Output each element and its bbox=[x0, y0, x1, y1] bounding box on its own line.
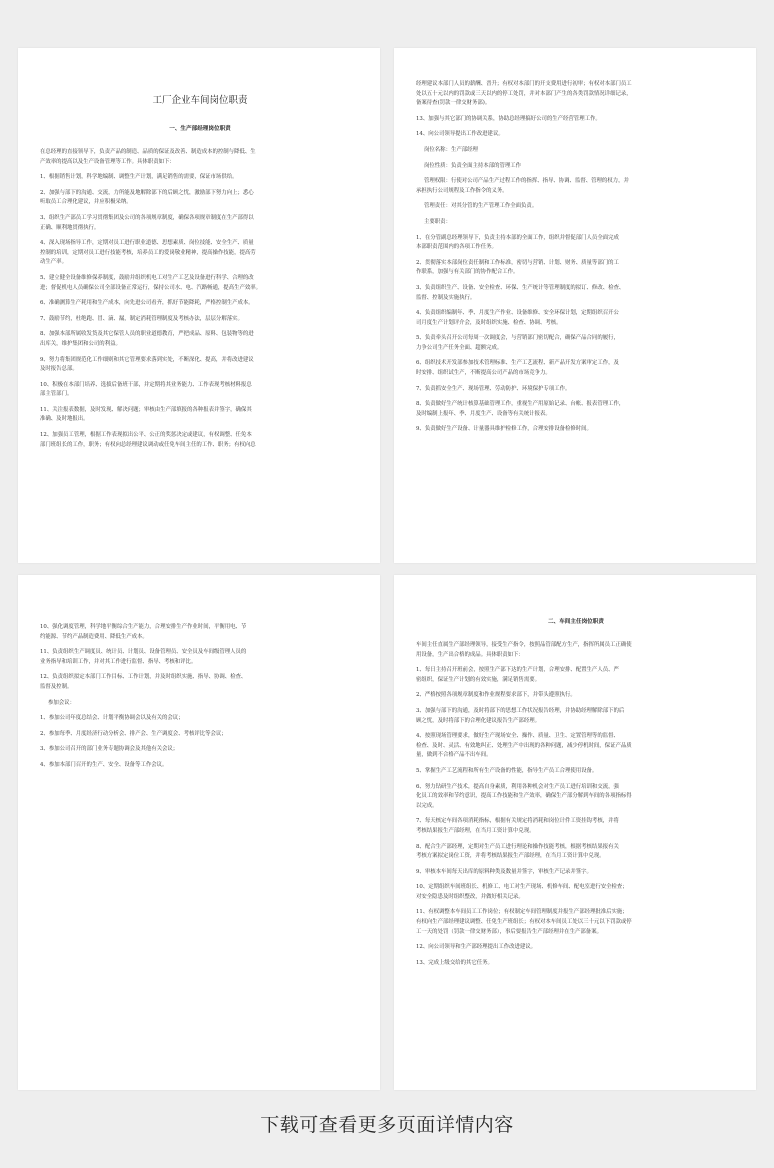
text-line: 3、参加公司召开的部门业务专题协调会及其他有关会议； bbox=[40, 746, 179, 753]
document-page-2 bbox=[394, 48, 756, 563]
text-line: 1、参加公司年度总结会、计划平衡协调会以及有关的会议； bbox=[40, 715, 184, 722]
text-line: 承担执行公司规程及工作指令的义务。 bbox=[416, 187, 508, 194]
text-line: 8、配合生产部经理，定期对生产员工进行理论和操作技能考核，根据考核结果报有关 bbox=[416, 843, 619, 850]
text-line: 量，做到不合格产品不出车间。 bbox=[416, 752, 492, 759]
text-line: 4、参加本部门召开的生产、安全、设备等工作会议。 bbox=[40, 761, 168, 768]
text-line: 14、向公司领导提出工作改进建议。 bbox=[416, 131, 504, 138]
text-line: 9、努力将集团规范化工作细则和其它管理要求落到实处，不断深化、提高，并将改进建议 bbox=[40, 356, 254, 363]
text-line: 听取员工合理化建议，并应积极采纳。 bbox=[40, 199, 132, 206]
text-line: 11、关注报表数据，及时发现、解决问题；审核由生产部填报的各种报表并签字，确保其 bbox=[40, 406, 252, 413]
text-line: 2、加强与部下的沟通、交流，力所能及地解除部下的后顾之忧，激励部下努力向上；悉心 bbox=[40, 189, 254, 196]
text-line: 部门班组长的工作，职务；有权向总经理建议调动或任免车间主任的工作、职务；有权向总 bbox=[40, 441, 256, 448]
text-line: 约能源、节约产品制造费用、降低生产成本。 bbox=[40, 633, 148, 640]
text-line: 密组织，保证生产计划的有效实施，满足销售需要。 bbox=[416, 676, 540, 683]
text-line: 7、负责抓安全生产、现场管理、劳动防护、环境保护专项工作。 bbox=[416, 385, 571, 392]
text-line: 6、准确测算生产耗用和生产成本，向先进公司看齐，抓好节能降耗，严格控制生产成本。 bbox=[40, 300, 254, 307]
text-line: 出库关，维护集团和公司的利益。 bbox=[40, 340, 121, 347]
text-line: 5、掌握生产工艺流程和所有生产设备的性能，指导生产员工合理使用设备。 bbox=[416, 767, 598, 774]
text-line: 部主管部门。 bbox=[40, 391, 73, 398]
text-line: 管理责任：对其分管的生产管理工作全面负责。 bbox=[424, 203, 538, 210]
text-line: 及时报告总部。 bbox=[40, 366, 78, 373]
text-line: 10、积极在本部门培养、选拔后备班干部，并定期将其业务能力、工作表现考核材料报总 bbox=[40, 381, 252, 388]
text-line: 2、贯彻落实本部岗位责任制和工作标准，密切与营销、计划、财务、质量等部门的工 bbox=[416, 259, 619, 266]
text-line: 3、组织生产部员工学习贯彻集团及公司的各项规章制度，确保各项规章制度在生产部得以 bbox=[40, 214, 254, 221]
text-line: 2、严格按照各项规章制度和作业规程要求部下，并带头遵照执行。 bbox=[416, 692, 576, 699]
text-line: 3、加强与部下的沟通，及时将部下的思想工作状况报告经理，并协助经理解除部下的后 bbox=[416, 707, 625, 714]
text-line: 经理建议本部门人员的薪酬、晋升；有权对本部门的开支费用进行初审；有权对本部门员工 bbox=[416, 81, 632, 87]
text-line: 12、负责组织拟定本部门工作目标、工作计划，并及时组织实施、指导、协调、检查、 bbox=[40, 674, 247, 681]
text-line: 进；督促机电人员确保公司全部设备正常运行，保持公司水、电、汽路畅通，提高生产效率。 bbox=[40, 284, 262, 291]
text-line: 控制的培训，定期对员工进行技能考核，培养员工的爱岗敬业精神，提高操作技能，提高劳 bbox=[40, 249, 256, 256]
text-line: 管理权限：行使对公司产品生产过程工作的指挥、指导、协调、监督、管理的权力，并 bbox=[424, 178, 629, 185]
text-line: 6、努力钻研生产技术，提高自身素质，利用各种机会对生产员工进行培训和交流，强 bbox=[416, 783, 619, 790]
text-line: 有权向生产部经理建议调整、任免生产班组长；有权对本车间员工处以三十元以下罚款或停 bbox=[416, 919, 632, 926]
text-line: 9、审核本车间每天出库的原料种类及数量并签字，审核生产记录并签字。 bbox=[416, 868, 592, 875]
text-line: 10、定期组织车间班组长、机修工、电工对生产现场、机修车间、配电室进行安全检查； bbox=[416, 884, 628, 891]
text-line: 考核结果报生产部经理，在当月工资计算中兑现。 bbox=[416, 827, 535, 834]
page-body bbox=[40, 623, 360, 771]
text-line: 主要职责： bbox=[424, 218, 451, 225]
page-body bbox=[40, 148, 360, 450]
text-line: 8、加强本部所属收发货及其它保管人员的职业道德教育，严把成品、原料、包装物等的进 bbox=[40, 331, 254, 338]
text-line: 11、有权调整本车间员工工作岗位；有权制定车间管理制度并报生产部经理批准后实施； bbox=[416, 909, 628, 916]
document-title: 工厂企业车间岗位职责 bbox=[152, 95, 248, 106]
section-heading: 二、车间主任岗位职责 bbox=[548, 619, 604, 625]
text-line: 10、强化调度管理，科学地平衡综合生产能力，合理安排生产作业时间，平衡用电、节 bbox=[40, 624, 247, 630]
text-line: 4、负责组织编制年、季、月度生产作业、设备维修、安全环保计划，定期组织召开公 bbox=[416, 310, 619, 317]
text-line: 处以五十元以内的罚款或三天以内的停工处罚，并对本部门产生的各类罚款情况详细记录， bbox=[416, 90, 632, 97]
text-line: 11、负责组织生产调度员、统计员、计划员、设备管理员、安全员及车间级管理人员的 bbox=[40, 649, 247, 656]
text-line: 及时编制上报年、季、月度生产、设备等有关统计报表。 bbox=[416, 410, 551, 417]
text-line: 考核方案拟定岗位工资，并将考核结果报生产部经理，在当月工资计算中兑现。 bbox=[416, 853, 605, 860]
text-line: 司月度生产计划评介会，及时组织实施、检查、协调、考核。 bbox=[416, 319, 562, 326]
text-line: 监督及控制。 bbox=[40, 683, 73, 690]
text-line: 动生产率。 bbox=[40, 259, 67, 266]
text-line: 岗位性质：负责全面主持本部的管理工作 bbox=[424, 162, 522, 169]
text-line: 准确、及时地报出。 bbox=[40, 416, 89, 423]
text-line: 检查、及时、灵活、有效地纠正、处理生产中出现的各种问题，减少停机时间，保证产品质 bbox=[416, 742, 632, 749]
text-line: 5、负责牵头召开公司每周一次调度会，与营销部门密切配合，确保产品合同的履行， bbox=[416, 335, 619, 342]
text-line: 时安排、组织试生产，不断提高公司产品的市场竞争力。 bbox=[416, 370, 551, 377]
text-line: 监督、控制及实施执行。 bbox=[416, 294, 476, 301]
page-body bbox=[416, 80, 736, 435]
section-heading: 一、生产部经理岗位职责 bbox=[169, 126, 231, 132]
text-line: 正确、顺利地贯彻执行。 bbox=[40, 224, 100, 231]
text-line: 顾之忧，及时将部下的合理化建议报告生产部经理。 bbox=[416, 717, 540, 724]
text-line: 12、向公司领导和生产部经理提出工作改进建议。 bbox=[416, 944, 537, 951]
text-line: 4、按照现场管理要求，做好生产现场安全、操作、质量、卫生、定置管理等的监督、 bbox=[416, 733, 619, 740]
text-line: 1、在分管副总经理领导下，负责主持本部的全面工作，组织并督促部门人员全面完成 bbox=[416, 234, 619, 241]
text-line: 7、每天核定车间各项消耗指标，根据有关规定将消耗和岗位计件工资挂钩考核，并将 bbox=[416, 818, 619, 825]
text-line: 在总经理的直接领导下，负责产品的制造、品质的保证及改善、制造成本的控制与降低、生 bbox=[40, 149, 256, 155]
text-line: 产效率的提高以及生产设备管理等工作。具体职责如下： bbox=[40, 158, 175, 165]
text-line: 用设备，生产出合格的成品。具体职责如下： bbox=[416, 651, 524, 658]
text-line: 以完成。 bbox=[416, 802, 438, 809]
document-page-3 bbox=[18, 575, 380, 1090]
text-line: 5、建立健全设备维修保养制度，鼓励并组织机电工对生产工艺及设备进行科学、合理的改 bbox=[40, 274, 254, 281]
text-line: 12、加强员工管理，根据工作表现拟出公平、公正的奖惩决定或建议，有权调整、任免本 bbox=[40, 432, 252, 439]
text-line: 备案待查(罚款一律交财务部)。 bbox=[416, 100, 491, 107]
text-line: 业务指导和培训工作，并对其工作进行监督、指导、考核和评比。 bbox=[40, 658, 197, 665]
text-line: 6、组织技术开发部参加技术管理标准、生产工艺流程、新产品开发方案审定工作，及 bbox=[416, 360, 619, 367]
text-line: 力争公司生产任务全面、超额完成。 bbox=[416, 344, 503, 351]
document-page-1 bbox=[18, 48, 380, 563]
page-body bbox=[416, 641, 736, 968]
text-line: 4、深入现场指导工作，定期对员工进行职业道德、思想素质、岗位技能、安全生产、质量 bbox=[40, 240, 254, 247]
text-line: 车间主任直属生产部经理领导，接受生产指令，按照品管部配方生产，指挥所属员工正确使 bbox=[416, 642, 632, 648]
text-line: 作联系，加强与有关部门的协作配合工作。 bbox=[416, 269, 519, 276]
text-line: 2、参加每季、月度经济行动分析会、排产会、生产调度会、考核评比等会议； bbox=[40, 730, 227, 737]
text-line: 3、负责组织生产、设备、安全检查、环保、生产统计等管理制度的拟订、修改、检查、 bbox=[416, 284, 625, 291]
text-line: 参加会议： bbox=[48, 699, 75, 706]
document-page-4 bbox=[394, 575, 756, 1090]
text-line: 8、负责做好生产统计核算基础管理工作，重视生产用原始记录、台帐、报表管理工作， bbox=[416, 401, 625, 408]
text-line: 1、每日主持召开班前会，按照生产部下达的生产计划，合理安排、配置生产人员、严 bbox=[416, 667, 619, 674]
text-line: 对安全隐患及时组织整改，并做好相关记录。 bbox=[416, 893, 524, 900]
text-line: 工一天的处罚（罚款一律交财务部），事后要报告生产部经理并在生产部备案。 bbox=[416, 928, 602, 935]
text-line: 本部职责范围内的各项工作任务。 bbox=[416, 244, 497, 251]
text-line: 化员工的效率和节约意识，提高工作技能和生产效率，确保生产部分解到车间的各项指标得 bbox=[416, 793, 632, 800]
text-line: 13、加强与其它部门的协调关系，协助总经理搞好公司的生产经营管理工作。 bbox=[416, 115, 601, 122]
text-line: 1、根据销售计划，科学地编制、调整生产计划，满足销售的需要，保证市场供给。 bbox=[40, 174, 238, 181]
text-line: 9、负责做好生产设备、计量器具维护检修工作，合理安排设备检修时间。 bbox=[416, 426, 592, 433]
text-line: 13、完成上级交给的其它任务。 bbox=[416, 959, 493, 966]
text-line: 7、鼓励节约，杜绝跑、冒、滴、漏，制定消耗管理制度及考核办法，层层分解落实。 bbox=[40, 315, 243, 322]
text-line: 岗位名称：生产部经理 bbox=[424, 146, 478, 153]
download-caption[interactable]: 下载可查看更多页面详情内容 bbox=[260, 1114, 514, 1136]
